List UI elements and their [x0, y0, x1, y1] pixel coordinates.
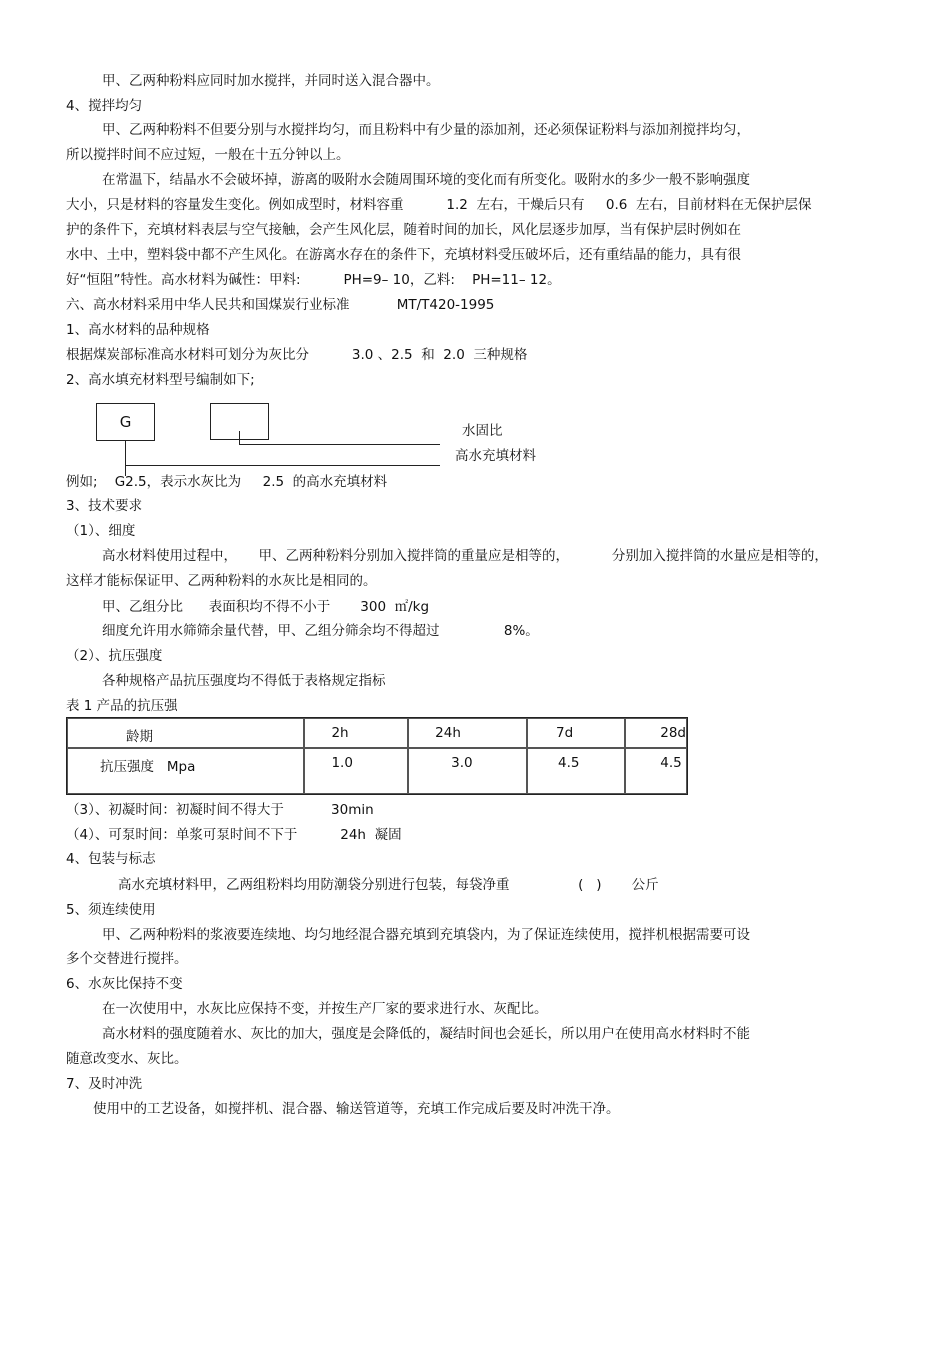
section-heading: 3、技术要求: [66, 498, 143, 514]
strength-table: [66, 717, 688, 795]
paragraph-line: 在一次使用中，水灰比应保持不变，并按生产厂家的要求进行水、灰配比。: [102, 1001, 548, 1017]
table-cell: 1.0: [304, 748, 408, 794]
table-row-label: 抗压强度 Mpa: [67, 748, 304, 794]
paragraph-line: 根据煤炭部标准高水材料可划分为灰比分 3.0 、2.5 和 2.0 三种规格: [66, 347, 528, 363]
paragraph-line: 各种规格产品抗压强度均不得低于表格规定指标: [102, 673, 386, 689]
subsection-heading: （4）、可泵时间：单浆可泵时间不下于 24h 凝固: [66, 827, 402, 843]
section-heading: 4、搅拌均匀: [66, 98, 143, 114]
section-heading: 6、水灰比保持不变: [66, 976, 183, 992]
subsection-heading: （3）、初凝时间：初凝时间不得大于 30min: [66, 802, 374, 818]
paragraph-line: 甲、乙组分比 表面积均不得不小于 300 ㎡/kg: [102, 599, 430, 615]
connector-line: [125, 465, 440, 466]
section-heading: 2、高水填充材料型号编制如下;: [66, 372, 255, 388]
paragraph-line: 甲、乙两种粉料不但要分别与水搅拌均匀，而且粉料中有少量的添加剂，还必须保证粉料与添加剂搅拌均匀，: [102, 122, 750, 138]
paragraph-line: 好“恒阻”特性。高水材料为碱性：甲料: PH=9– 10，乙料: PH=11– 12。: [66, 272, 561, 288]
table-row: [67, 748, 687, 794]
label-material: 高水充填材料: [455, 448, 536, 464]
paragraph-line: 高水材料的强度随着水、灰比的加大，强度是会降低的，凝结时间也会延长，所以用户在使用高水材料时不能: [102, 1026, 750, 1042]
paragraph-line: 随意改变水、灰比。: [66, 1051, 188, 1067]
paragraph-line: 大小，只是材料的容量发生变化。例如成型时，材料容重 1.2 左右，干燥后只有 0.6 左右，目前材料在无保护层保: [66, 197, 812, 213]
table-header-row: [67, 718, 687, 748]
paragraph-line: 在常温下，结晶水不会破坏掉，游离的吸附水会随周围环境的变化而有所变化。吸附水的多少一般不影响强度: [102, 172, 750, 188]
paragraph-line: 高水充填材料甲，乙两组粉料均用防潮袋分别进行包装，每袋净重 ( ) 公斤: [118, 877, 659, 893]
section-heading: 六、高水材料采用中华人民共和国煤炭行业标准 MT/T420-1995: [66, 297, 495, 313]
section-heading: 4、包装与标志: [66, 851, 156, 867]
model-code-box-g: [96, 403, 155, 441]
table-header-cell: 7d: [527, 718, 625, 748]
paragraph-line: 高水材料使用过程中， 甲、乙两种粉料分别加入搅拌筒的重量应是相等的， 分别加入搅拌筒的水量应是相等的，: [102, 548, 828, 564]
section-heading: 5、须连续使用: [66, 902, 156, 918]
section-heading: 7、及时冲洗: [66, 1076, 143, 1092]
paragraph-line: 多个交替进行搅拌。: [66, 951, 188, 967]
table-header-cell: 2h: [304, 718, 408, 748]
paragraph-line: 水中、土中，塑料袋中都不产生风化。在游离水存在的条件下，充填材料受压破坏后，还有重结晶的能力，具有很: [66, 247, 741, 263]
paragraph-line: 所以搅拌时间不应过短，一般在十五分钟以上。: [66, 147, 350, 163]
section-heading: 1、高水材料的品种规格: [66, 322, 210, 338]
model-code-letter: G: [119, 413, 132, 431]
paragraph-line: 使用中的工艺设备，如搅拌机、混合器、输送管道等，充填工作完成后要及时冲洗干净。: [93, 1101, 620, 1117]
subsection-heading: （2）、抗压强度: [66, 648, 163, 664]
table-cell: 3.0: [408, 748, 527, 794]
paragraph-line: 护的条件下，充填材料表层与空气接触，会产生风化层，随着时间的加长，风化层逐步加厚，当有保护层时例如在: [66, 222, 741, 238]
paragraph-line: 这样才能标保证甲、乙两种粉料的水灰比是相同的。: [66, 573, 377, 589]
subsection-heading: （1）、细度: [66, 523, 136, 539]
label-water-solid-ratio: 水固比: [462, 423, 503, 439]
table-header-cell: 24h: [408, 718, 527, 748]
paragraph-line: 细度允许用水筛筛余量代替，甲、乙组分筛余均不得超过 8%。: [102, 623, 539, 639]
connector-line: [239, 431, 240, 445]
paragraph-line: 甲、乙两种粉料应同时加水搅拌，并同时送入混合器中。: [102, 73, 440, 89]
paragraph-line: 甲、乙两种粉料的浆液要连续地、均匀地经混合器充填到充填袋内，为了保证连续使用，搅拌机根据需要可设: [102, 927, 750, 943]
table-cell: 4.5: [527, 748, 625, 794]
table-header-cell: 龄期: [67, 718, 304, 748]
table-caption: 表 1 产品的抗压强: [66, 698, 178, 714]
paragraph-line: 例如; G2.5，表示水灰比为 2.5 的高水充填材料: [66, 474, 388, 490]
table-header-cell: 28d: [625, 718, 687, 748]
table-cell: 4.5: [625, 748, 687, 794]
connector-line: [239, 444, 440, 445]
connector-line: [125, 440, 126, 476]
